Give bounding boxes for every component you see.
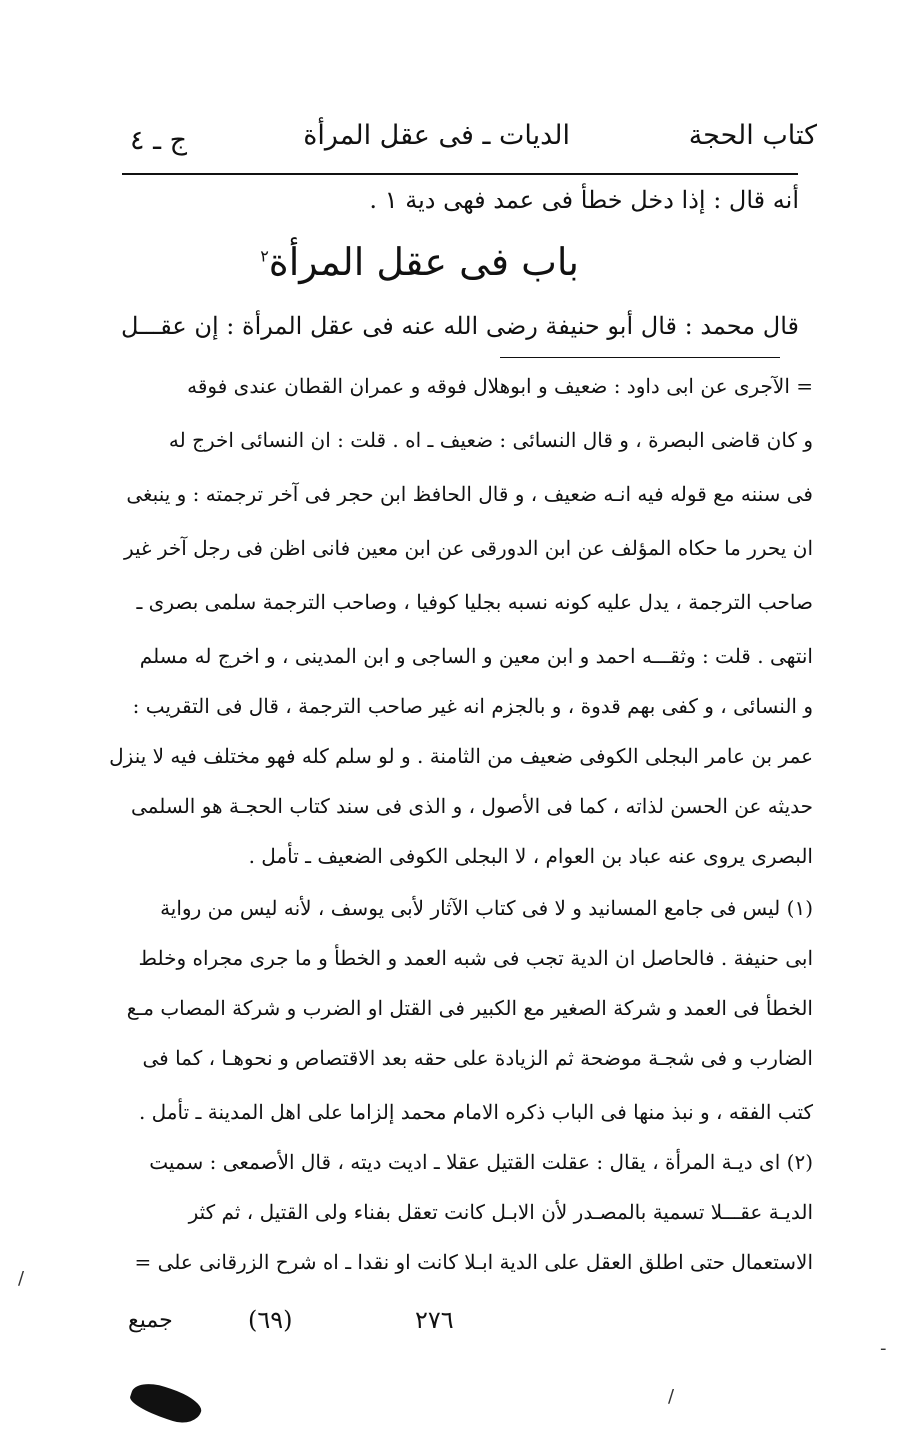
chapter-title — [260, 240, 579, 284]
sheet-number: (٦٩) — [248, 1306, 293, 1334]
section-title: الديات ـ فى عقل المرأة — [303, 120, 570, 151]
header-rule — [122, 173, 798, 175]
footnote-line: الاستعمال حتى اطلق العقل على الدية ابـلا كانت او نقدا ـ اه شرح الزرقانى على = — [134, 1250, 813, 1274]
ink-blot — [127, 1378, 205, 1429]
body-line: و النسائى ، و كفى بهم قدوة ، و بالجزم انه غير صاحب الترجمة ، قال فى التقريب : — [132, 694, 813, 718]
body-line: = الآجرى عن ابى داود : ضعيف و ابوهلال فوقه و عمران القطان عندى فوقه — [187, 374, 813, 398]
catchword: جميع — [128, 1308, 173, 1333]
footnote-line: (١) ليس فى جامع المسانيد و لا فى كتاب الآثار لأبى يوسف ، لأنه ليس من رواية — [160, 896, 813, 920]
footnote-line: الديـة عقـــلا تسمية بالمصـدر لأن الابـل كانت تعقل بفناء ولى القتيل ، ثم كثر — [188, 1200, 813, 1224]
chapter-title-text: باب فى عقل المرأة — [268, 240, 579, 284]
body-line: البصرى يروى عنه عباد بن العوام ، لا البجلى الكوفى الضعيف ـ تأمل . — [248, 844, 813, 868]
chapter-footnote-mark: ٢ — [260, 246, 269, 266]
footnote-line: الخطأ فى العمد و شركة الصغير مع الكبير فى القتل او الضرب و شركة المصاب مـع — [126, 996, 813, 1020]
footnote-line: كتب الفقه ، و نبذ منها فى الباب ذكره الامام محمد إلزاما على اهل المدينة ـ تأمل . — [138, 1100, 813, 1124]
body-line: فى سننه مع قوله فيه انـه ضعيف ، و قال الحافظ ابن حجر فى آخر ترجمته : و ينبغى — [126, 482, 813, 506]
opening-text: قال محمد : قال أبو حنيفة رضى الله عنه فى عقل المرأة : إن عقـــل — [121, 312, 799, 340]
body-line: صاحب الترجمة ، يدل عليه كونه نسبه بجليا كوفيا ، وصاحب الترجمة سلمى بصرى ـ — [136, 590, 813, 614]
book-title: كتاب الحجة — [688, 120, 817, 151]
page-number: ٢٧٦ — [415, 1306, 454, 1334]
volume-label: ج ـ ٤ — [130, 125, 188, 156]
body-line: حديثه عن الحسن لذاته ، كما فى الأصول ، و الذى فى سند كتاب الحجـة هو السلمى — [131, 794, 813, 818]
scan-mark: / — [18, 1268, 25, 1289]
body-line: و كان قاضى البصرة ، و قال النسائى : ضعيف ـ اه . قلت : ان النسائى اخرج له — [168, 428, 813, 452]
scan-mark: / — [668, 1386, 675, 1407]
footnote-line: الضارب و فى شجـة موضحة ثم الزيادة على حقه بعد الاقتصاص و نحوهـا ، كما فى — [142, 1046, 813, 1070]
continuation-text: أنه قال : إذا دخل خطأ فى عمد فهى دية ١ . — [369, 186, 799, 214]
scan-mark: - — [880, 1338, 887, 1359]
footnote-line: (٢) اى ديـة المرأة ، يقال : عقلت القتيل عقلا ـ اديت ديته ، قال الأصمعى : سميت — [149, 1150, 813, 1174]
body-line: ان يحرر ما حكاه المؤلف عن ابن الدورقى عن ابن معين فانى اظن فى رجل آخر غير — [123, 536, 813, 560]
body-line: انتهى . قلت : وثقـــه احمد و ابن معين و الساجى و ابن المدينى ، و اخرج له مسلم — [139, 644, 813, 668]
body-line: عمر بن عامر البجلى الكوفى ضعيف من الثامنة . و لو سلم كله فهو مختلف فيه لا ينزل — [109, 744, 813, 768]
footnote-separator — [500, 357, 780, 358]
footnote-line: ابى حنيفة . فالحاصل ان الدية تجب فى شبه العمد و الخطأ و ما جرى مجراه وخلط — [138, 946, 813, 970]
